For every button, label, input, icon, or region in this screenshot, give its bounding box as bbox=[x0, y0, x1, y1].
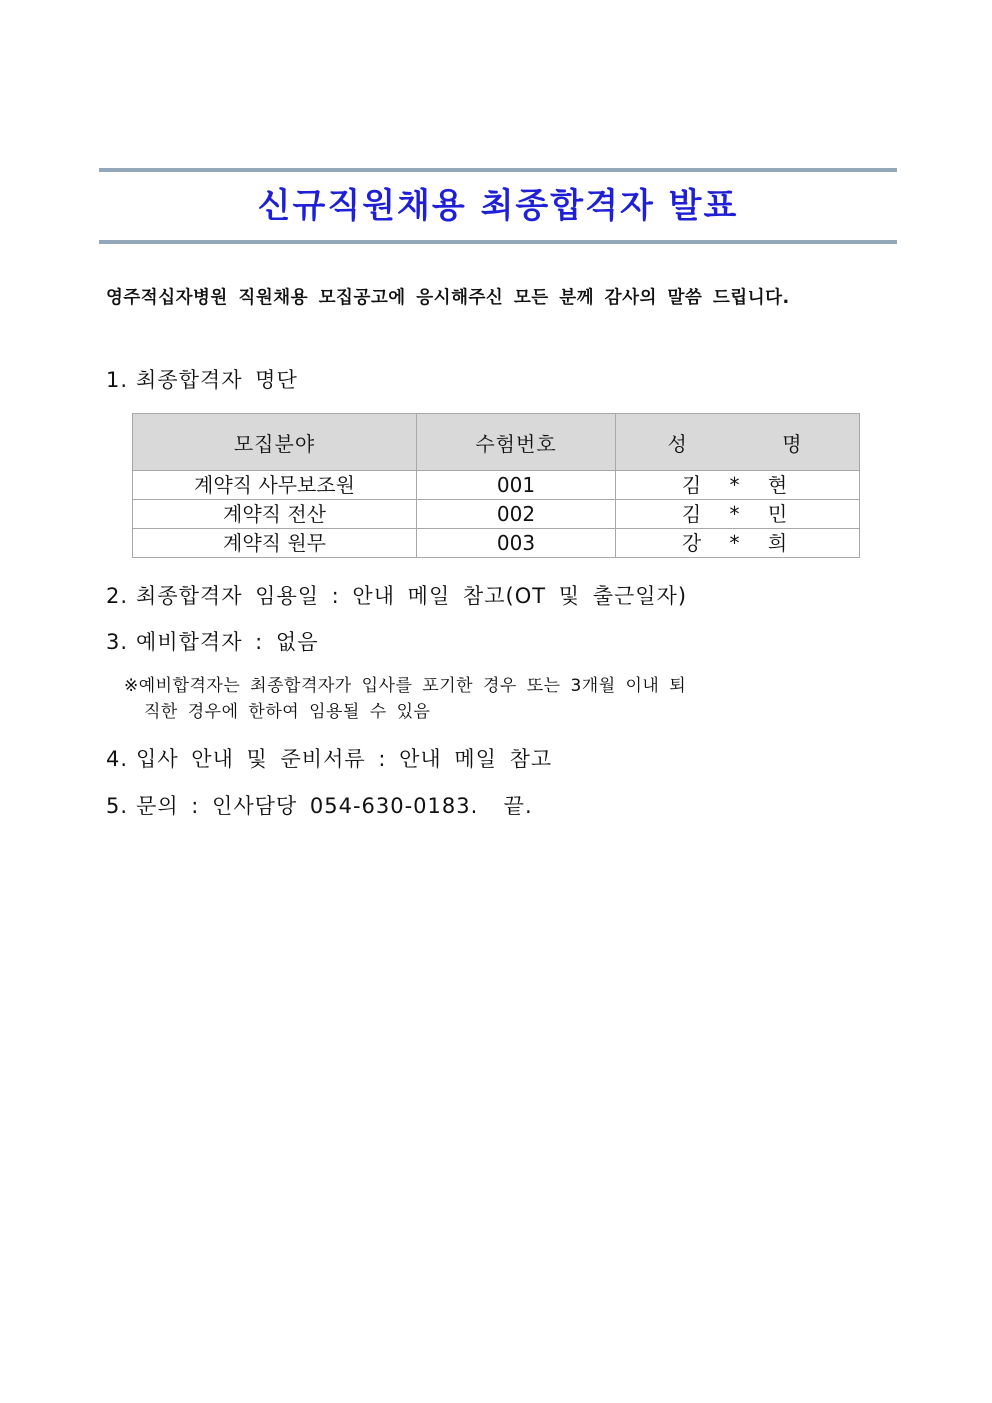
cell-name: 김 * 민 bbox=[616, 500, 860, 529]
section-contact bbox=[106, 790, 533, 820]
section-reserve bbox=[106, 626, 318, 656]
results-table bbox=[132, 413, 860, 558]
note-line-1: ※예비합격자는 최종합격자가 입사를 포기한 경우 또는 3개월 이내 퇴 bbox=[124, 676, 687, 696]
cell-number: 003 bbox=[417, 529, 616, 558]
table-row bbox=[133, 471, 860, 500]
header-number: 수험번호 bbox=[417, 414, 616, 471]
intro-text: 영주적십자병원 직원채용 모집공고에 응시해주신 모든 분께 감사의 말씀 드립니다. bbox=[106, 288, 790, 308]
note-line-2: 직한 경우에 한하여 임용될 수 있음 bbox=[144, 702, 431, 722]
section-heading: 최종합격자 명단 bbox=[136, 368, 298, 392]
cell-field: 계약직 원무 bbox=[133, 529, 417, 558]
title-block bbox=[99, 168, 897, 244]
document-title: 신규직원채용 최종합격자 발표 bbox=[257, 186, 739, 226]
section-number: 5. bbox=[106, 794, 129, 818]
section-heading: 입사 안내 및 준비서류 : 안내 메일 참고 bbox=[136, 747, 553, 771]
cell-name: 강 * 희 bbox=[616, 529, 860, 558]
cell-number: 002 bbox=[417, 500, 616, 529]
header-name: 성 명 bbox=[616, 414, 860, 471]
section-heading: 최종합격자 임용일 : 안내 메일 참고(OT 및 출근일자) bbox=[136, 584, 688, 608]
cell-name: 김 * 현 bbox=[616, 471, 860, 500]
table-row bbox=[133, 500, 860, 529]
cell-number: 001 bbox=[417, 471, 616, 500]
section-number: 4. bbox=[106, 747, 129, 771]
table-row bbox=[133, 529, 860, 558]
cell-field: 계약직 사무보조원 bbox=[133, 471, 417, 500]
section-heading: 문의 : 인사담당 054-630-0183. 끝. bbox=[136, 794, 533, 818]
reserve-note bbox=[124, 673, 686, 725]
section-number: 1. bbox=[106, 368, 129, 392]
section-heading: 예비합격자 : 없음 bbox=[136, 630, 319, 654]
section-appointment-date bbox=[106, 580, 687, 610]
table-header-row bbox=[133, 414, 860, 471]
section-final-list bbox=[106, 364, 298, 394]
title-rule-bottom bbox=[99, 240, 897, 244]
cell-field: 계약직 전산 bbox=[133, 500, 417, 529]
header-field: 모집분야 bbox=[133, 414, 417, 471]
section-number: 2. bbox=[106, 584, 129, 608]
section-documents bbox=[106, 743, 552, 773]
section-number: 3. bbox=[106, 630, 129, 654]
